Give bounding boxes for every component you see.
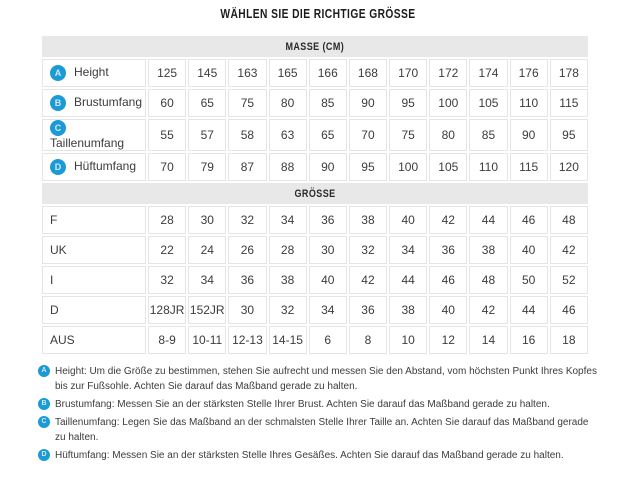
value-cell: 32 [269,296,307,324]
size-chart-table [40,34,590,356]
value-cell: 95 [389,89,427,117]
value-cell: 80 [429,119,467,151]
value-cell: 42 [469,296,507,324]
measurement-badge: D [50,159,66,175]
value-cell: 30 [188,206,226,234]
value-cell: 10-11 [188,326,226,354]
value-cell: 65 [188,89,226,117]
value-cell: 58 [228,119,266,151]
footnote-text: Height: Um die Größe zu bestimmen, stehen Sie aufrecht und messen Sie den Abstand, vom höchsten Punkt Ihres Kopfes bis zur Fußsohle. Achten Sie darauf das Maßband gerade zu halten. [55,366,597,392]
value-cell: 30 [309,236,347,264]
footnote-item [38,397,600,412]
value-cell: 12 [429,326,467,354]
value-cell: 38 [269,266,307,294]
row-label: D [50,303,59,317]
value-cell: 32 [148,266,186,294]
measurements-section-header-cell [42,36,588,57]
value-cell: 79 [188,153,226,181]
value-cell: 105 [469,89,507,117]
table-row [42,296,588,324]
row-label: I [50,273,54,287]
value-cell: 8-9 [148,326,186,354]
value-cell: 163 [228,59,266,87]
value-cell: 100 [429,89,467,117]
value-cell: 110 [469,153,507,181]
value-cell: 44 [469,206,507,234]
value-cell: 87 [228,153,266,181]
value-cell: 60 [148,89,186,117]
value-cell: 30 [228,296,266,324]
measurements-section-header-label: MASSE (CM) [285,40,345,53]
value-cell: 32 [228,206,266,234]
value-cell: 28 [269,236,307,264]
value-cell: 48 [469,266,507,294]
value-cell: 176 [510,59,548,87]
value-cell: 40 [309,266,347,294]
footnote-badge: B [38,398,50,410]
footnote-text: Taillenumfang: Legen Sie das Maßband an der schmalsten Stelle Ihrer Taille an. Achten Sie darauf das Maßband gerade zu halten. [55,417,589,443]
table-row [42,326,588,354]
value-cell: 50 [510,266,548,294]
value-cell: 22 [148,236,186,264]
value-cell: 40 [389,206,427,234]
value-cell: 10 [389,326,427,354]
value-cell: 36 [228,266,266,294]
value-cell: 80 [269,89,307,117]
footnote-badge: D [38,449,50,461]
value-cell: 38 [389,296,427,324]
value-cell: 105 [429,153,467,181]
sizes-section-header-cell [42,183,588,204]
value-cell: 63 [269,119,307,151]
row-label: F [50,213,58,227]
value-cell: 18 [550,326,588,354]
value-cell: 100 [389,153,427,181]
value-cell: 28 [148,206,186,234]
value-cell: 145 [188,59,226,87]
value-cell: 16 [510,326,548,354]
table-row [42,153,588,181]
footnote-item [38,415,600,445]
value-cell: 125 [148,59,186,87]
value-cell: 110 [510,89,548,117]
value-cell: 44 [389,266,427,294]
value-cell: 48 [550,206,588,234]
value-cell: 36 [309,206,347,234]
value-cell: 14-15 [269,326,307,354]
value-cell: 166 [309,59,347,87]
value-cell: 34 [269,206,307,234]
value-cell: 36 [429,236,467,264]
value-cell: 44 [510,296,548,324]
value-cell: 40 [510,236,548,264]
value-cell: 168 [349,59,387,87]
measurement-badge: C [50,120,66,136]
value-cell: 42 [429,206,467,234]
value-cell: 85 [469,119,507,151]
measurement-badge: A [50,65,66,81]
footnote-text: Hüftumfang: Messen Sie an der stärksten Stelle Ihres Gesäßes. Achten Sie darauf das Maßband gerade zu halten. [55,450,564,461]
value-cell: 34 [309,296,347,324]
row-label: Taillenumfang [50,136,125,150]
value-cell: 90 [510,119,548,151]
value-cell: 57 [188,119,226,151]
value-cell: 42 [349,266,387,294]
row-label-cell [42,89,146,117]
row-label-cell [42,326,146,354]
value-cell: 128JR [148,296,186,324]
value-cell: 34 [188,266,226,294]
row-label: AUS [50,333,75,347]
table-row [42,206,588,234]
value-cell: 115 [510,153,548,181]
row-label-cell [42,236,146,264]
table-row [42,236,588,264]
value-cell: 46 [550,296,588,324]
footnote-item [38,364,600,394]
table-row [42,266,588,294]
value-cell: 90 [309,153,347,181]
value-cell: 46 [510,206,548,234]
row-label-cell [42,296,146,324]
value-cell: 36 [349,296,387,324]
value-cell: 32 [349,236,387,264]
value-cell: 38 [349,206,387,234]
value-cell: 170 [389,59,427,87]
value-cell: 120 [550,153,588,181]
footnote-text: Brustumfang: Messen Sie an der stärksten Stelle Ihrer Brust. Achten Sie darauf das Maßband gerade zu halten. [55,399,550,410]
row-label-cell [42,266,146,294]
value-cell: 26 [228,236,266,264]
value-cell: 46 [429,266,467,294]
row-label: UK [50,243,67,257]
value-cell: 65 [309,119,347,151]
value-cell: 34 [389,236,427,264]
footnotes [38,364,600,463]
value-cell: 95 [550,119,588,151]
row-label: Height [74,65,109,80]
sizes-section-header [42,183,588,204]
value-cell: 12-13 [228,326,266,354]
value-cell: 174 [469,59,507,87]
value-cell: 8 [349,326,387,354]
value-cell: 152JR [188,296,226,324]
value-cell: 70 [148,153,186,181]
value-cell: 95 [349,153,387,181]
value-cell: 6 [309,326,347,354]
sizes-section-header-label: GRÖSSE [294,187,336,200]
value-cell: 14 [469,326,507,354]
value-cell: 75 [389,119,427,151]
value-cell: 178 [550,59,588,87]
footnote-badge: A [38,365,50,377]
table-row [42,89,588,117]
row-label-cell [42,59,146,87]
measurements-section-header [42,36,588,57]
value-cell: 70 [349,119,387,151]
footnote-item [38,448,600,463]
value-cell: 90 [349,89,387,117]
footnote-badge: C [38,416,50,428]
table-row [42,119,588,151]
row-label-cell [42,119,146,151]
value-cell: 75 [228,89,266,117]
row-label: Hüftumfang [74,159,137,174]
page-title-text: WÄHLEN SIE DIE RICHTIGE GRÖSSE [219,7,416,21]
measurement-badge: B [50,95,66,111]
row-label-cell [42,153,146,181]
value-cell: 24 [188,236,226,264]
value-cell: 165 [269,59,307,87]
value-cell: 172 [429,59,467,87]
value-cell: 88 [269,153,307,181]
value-cell: 52 [550,266,588,294]
value-cell: 42 [550,236,588,264]
value-cell: 38 [469,236,507,264]
value-cell: 85 [309,89,347,117]
table-row [42,59,588,87]
page-title [0,7,635,21]
value-cell: 115 [550,89,588,117]
row-label: Brustumfang [74,95,143,110]
row-label-cell [42,206,146,234]
value-cell: 55 [148,119,186,151]
value-cell: 40 [429,296,467,324]
